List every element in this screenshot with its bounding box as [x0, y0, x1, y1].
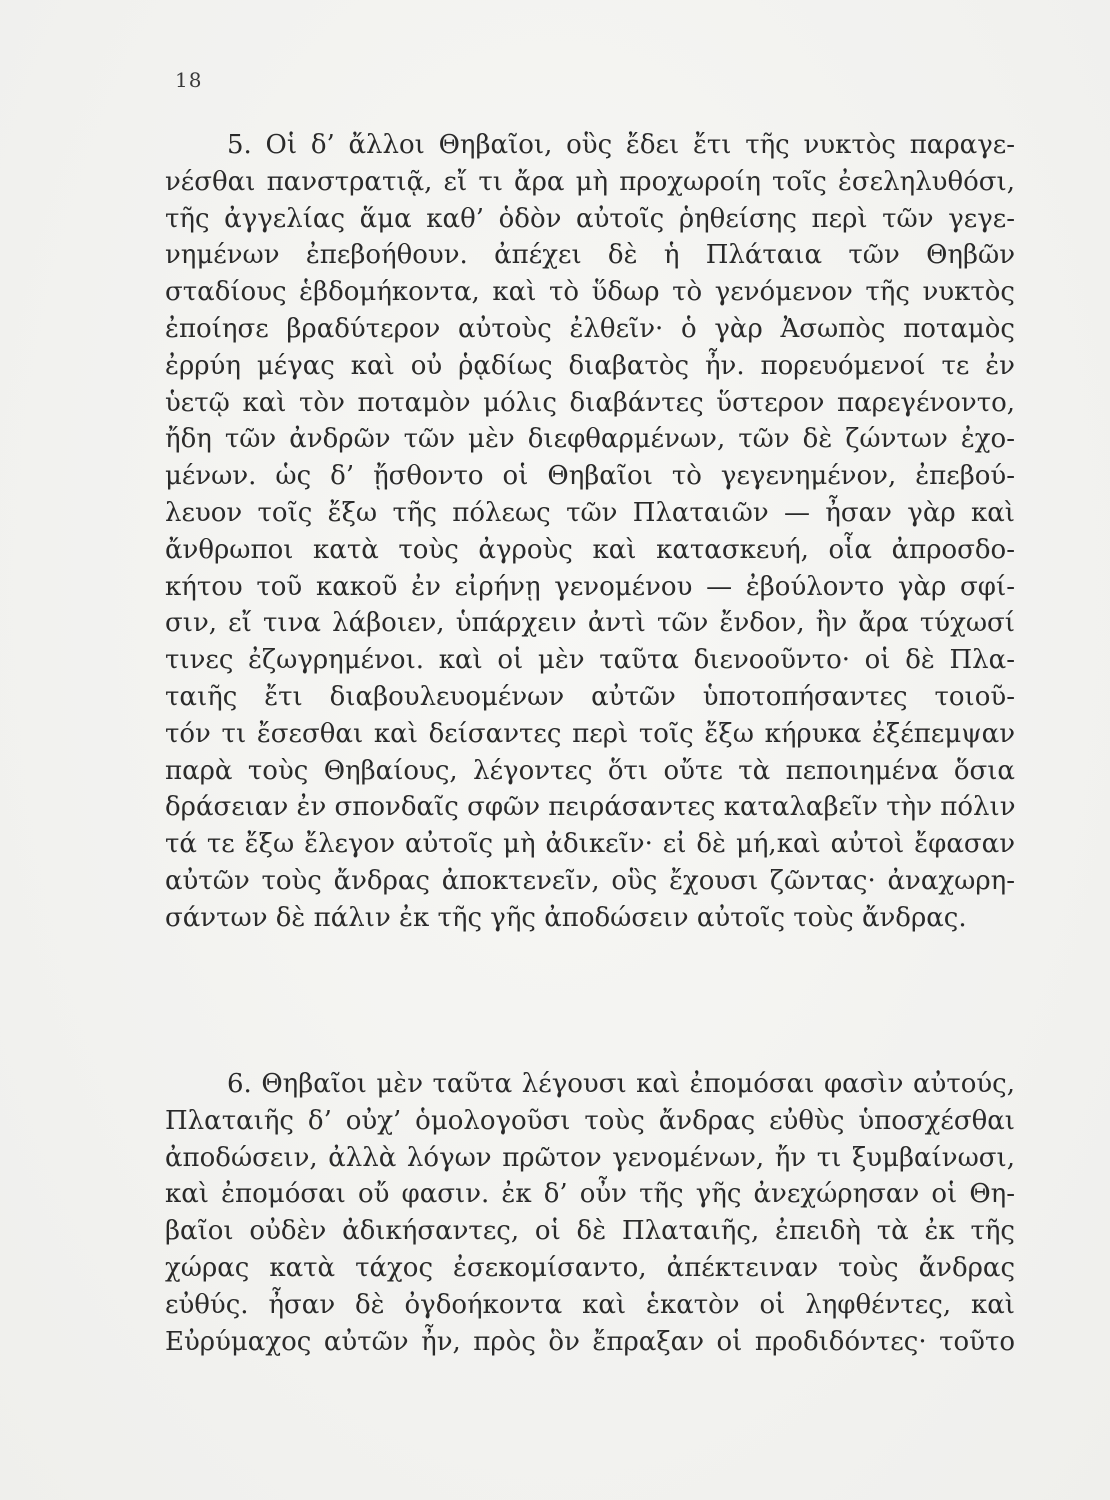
text-line: νημένων ἐπεβοήθουν. ἀπέχει δὲ ἡ Πλάταια τῶν Θηβῶν: [165, 240, 1015, 271]
text-line: σιν, εἴ τινα λάβοιεν, ὑπάρχειν ἀντὶ τῶν ἔνδον, ἢν ἄρα τύχωσί: [165, 608, 1015, 639]
text-line: χώρας κατὰ τάχος ἐσεκομίσαντο, ἀπέκτειναν τοὺς ἄνδρας: [165, 1252, 1015, 1283]
text-line: τῆς ἀγγελίας ἅμα καθ’ ὁδὸν αὐτοῖς ῥηθείσης περὶ τῶν γεγε-: [165, 203, 1015, 234]
text-line: Εὐρύμαχος αὐτῶν ἦν, πρὸς ὃν ἔπραξαν οἱ προδιδόντες· τοῦτο: [165, 1326, 1015, 1357]
text-line: ἐρρύη μέγας καὶ οὐ ῥᾳδίως διαβατὸς ἦν. πορευόμενοί τε ἐν: [165, 350, 1015, 381]
text-line: ὑετῷ καὶ τὸν ποταμὸν μόλις διαβάντες ὕστερον παρεγένοντο,: [165, 387, 1015, 418]
text-line: Πλαταιῆς δ’ οὐχ’ ὁμολογοῦσι τοὺς ἄνδρας εὐθὺς ὑποσχέσθαι: [165, 1105, 1015, 1136]
text-line: ἐποίησε βραδύτερον αὐτοὺς ἐλθεῖν· ὁ γὰρ Ἀσωπὸς ποταμὸς: [165, 313, 1015, 344]
paragraph-5: [165, 127, 1015, 937]
text-line: 5. Οἱ δ’ ἄλλοι Θηβαῖοι, οὓς ἔδει ἔτι τῆς νυκτὸς παραγε-: [227, 130, 1015, 160]
page-number: 18: [175, 68, 203, 92]
text-line: καὶ ἐπομόσαι οὔ φασιν. ἐκ δ’ οὖν τῆς γῆς ἀνεχώρησαν οἱ Θη-: [165, 1179, 1015, 1210]
text-line: εὐθύς. ἦσαν δὲ ὀγδοήκοντα καὶ ἑκατὸν οἱ ληφθέντες, καὶ: [165, 1289, 1015, 1320]
text-line: μένων. ὡς δ’ ᾔσθοντο οἱ Θηβαῖοι τὸ γεγενημένον, ἐπεβού-: [165, 461, 1015, 492]
text-line: βαῖοι οὐδὲν ἀδικήσαντες, οἱ δὲ Πλαταιῆς, ἐπειδὴ τὰ ἐκ τῆς: [165, 1216, 1015, 1247]
text-line: τινες ἐζωγρημένοι. καὶ οἱ μὲν ταῦτα διενοοῦντο· οἱ δὲ Πλα-: [165, 645, 1015, 676]
text-line: ἀποδώσειν, ἀλλὰ λόγων πρῶτον γενομένων, ἤν τι ξυμβαίνωσι,: [165, 1142, 1015, 1173]
text-line: ἄνθρωποι κατὰ τοὺς ἀγροὺς καὶ κατασκευή, οἷα ἀπροσδο-: [165, 534, 1015, 565]
text-line: τόν τι ἔσεσθαι καὶ δείσαντες περὶ τοῖς ἔξω κήρυκα ἐξέπεμψαν: [165, 718, 1015, 749]
text-line: σάντων δὲ πάλιν ἐκ τῆς γῆς ἀποδώσειν αὐτοῖς τοὺς ἄνδρας.: [165, 902, 967, 933]
text-line: τά τε ἔξω ἔλεγον αὐτοῖς μὴ ἀδικεῖν· εἰ δὲ μή,καὶ αὐτοὶ ἔφασαν: [165, 829, 1015, 860]
text-line: σταδίους ἑβδομήκοντα, καὶ τὸ ὕδωρ τὸ γενόμενον τῆς νυκτὸς: [165, 277, 1015, 308]
text-line: αὐτῶν τοὺς ἄνδρας ἀποκτενεῖν, οὓς ἔχουσι ζῶντας· ἀναχωρη-: [165, 865, 1015, 896]
paragraph-6: [165, 1066, 1015, 1360]
text-line: νέσθαι πανστρατιᾷ, εἴ τι ἄρα μὴ προχωροίη τοῖς ἐσεληλυθόσι,: [165, 166, 1015, 197]
text-line: ταιῆς ἔτι διαβουλευομένων αὐτῶν ὑποτοπήσαντες τοιοῦ-: [165, 681, 1015, 712]
text-line: λευον τοῖς ἔξω τῆς πόλεως τῶν Πλαταιῶν — ἦσαν γὰρ καὶ: [165, 497, 1015, 528]
text-line: ἤδη τῶν ἀνδρῶν τῶν μὲν διεφθαρμένων, τῶν δὲ ζώντων ἐχο-: [165, 424, 1015, 455]
text-line: δράσειαν ἐν σπονδαῖς σφῶν πειράσαντες καταλαβεῖν τὴν πόλιν: [165, 792, 1015, 823]
text-line: 6. Θηβαῖοι μὲν ταῦτα λέγουσι καὶ ἐπομόσαι φασὶν αὐτούς,: [227, 1069, 1015, 1099]
text-line: παρὰ τοὺς Θηβαίους, λέγοντες ὅτι οὔτε τὰ πεποιημένα ὅσια: [165, 755, 1015, 786]
text-line: κήτου τοῦ κακοῦ ἐν εἰρήνῃ γενομένου — ἐβούλοντο γὰρ σφί-: [165, 571, 1015, 602]
